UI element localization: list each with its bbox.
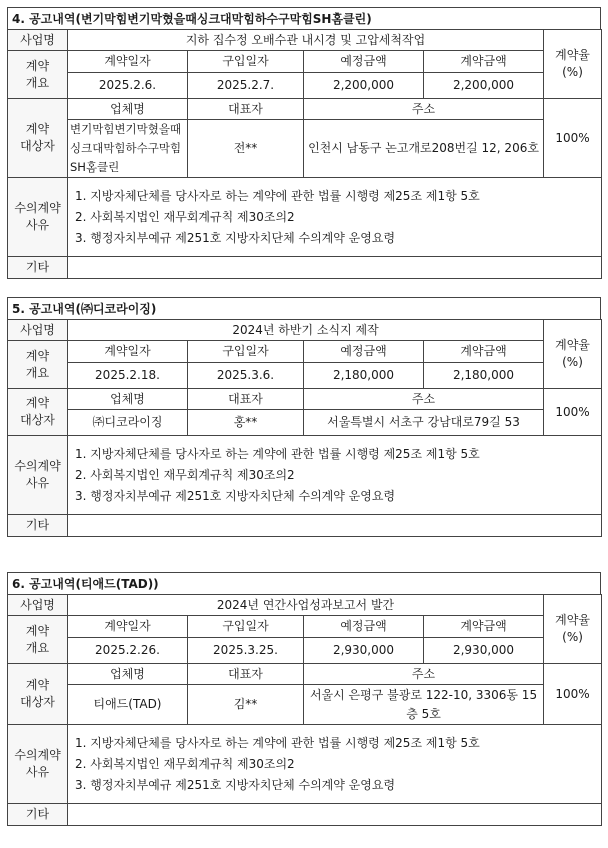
business-name: 지하 집수정 오배수관 내시경 및 고압세척작업 xyxy=(68,30,544,51)
business-name: 2024년 연간사업성과보고서 발간 xyxy=(68,595,544,616)
reason-list xyxy=(68,725,602,804)
reason-item: 3. 행정자치부예규 제251호 지방자치단체 수의계약 운영요령 xyxy=(75,777,396,792)
purchase-date: 2025.3.25. xyxy=(188,638,304,664)
reason-item: 1. 지방자체단체를 당사자로 하는 계약에 관한 법률 시행령 제25조 제1항 5호 xyxy=(75,188,480,203)
estimated-amount: 2,930,000 xyxy=(304,638,424,664)
company-name-label: 업체명 xyxy=(68,389,188,410)
reason-item: 3. 행정자치부예규 제251호 지방자치단체 수의계약 운영요령 xyxy=(75,230,396,245)
estimated-amount: 2,200,000 xyxy=(304,73,424,99)
etc-label: 기타 xyxy=(8,257,68,279)
contract-rate: 100% xyxy=(544,389,602,436)
reason-item: 1. 지방자체단체를 당사자로 하는 계약에 관한 법률 시행령 제25조 제1항 5호 xyxy=(75,446,480,461)
representative: 김** xyxy=(188,685,304,725)
reason-label: 수의계약 사유 xyxy=(8,178,68,257)
business-label: 사업명 xyxy=(8,30,68,51)
reason-label: 수의계약 사유 xyxy=(8,725,68,804)
notice-table xyxy=(7,29,602,279)
company-name: 변기막힘변기막혔을때싱크대막힘하수구막힘SH홈클린 xyxy=(68,120,188,178)
contract-rate: 100% xyxy=(544,99,602,178)
contract-amount: 2,180,000 xyxy=(424,363,544,389)
address: 서울특별시 서초구 강남대로79길 53 xyxy=(304,410,544,436)
section-title: 5. 공고내역(㈜디코라이징) xyxy=(7,297,601,319)
contract-amount: 2,930,000 xyxy=(424,638,544,664)
address-label: 주소 xyxy=(304,664,544,685)
representative-label: 대표자 xyxy=(188,664,304,685)
contract-overview-label: 계약 개요 xyxy=(8,341,68,389)
representative-label: 대표자 xyxy=(188,389,304,410)
contract-party-label: 계약 대상자 xyxy=(8,99,68,178)
company-name-label: 업체명 xyxy=(68,99,188,120)
contract-party-label: 계약 대상자 xyxy=(8,389,68,436)
contract-party-label: 계약 대상자 xyxy=(8,664,68,725)
contract-amount-label: 계약금액 xyxy=(424,341,544,363)
purchase-date: 2025.3.6. xyxy=(188,363,304,389)
purchase-date-label: 구입일자 xyxy=(188,51,304,73)
purchase-date: 2025.2.7. xyxy=(188,73,304,99)
contract-amount-label: 계약금액 xyxy=(424,51,544,73)
section-title: 6. 공고내역(티애드(TAD)) xyxy=(7,572,601,594)
business-label: 사업명 xyxy=(8,595,68,616)
purchase-date-label: 구입일자 xyxy=(188,341,304,363)
representative: 홍** xyxy=(188,410,304,436)
etc-value xyxy=(68,804,602,826)
notice-table xyxy=(7,594,602,826)
contract-rate-label: 계약율 (%) xyxy=(544,320,602,389)
purchase-date-label: 구입일자 xyxy=(188,616,304,638)
contract-amount: 2,200,000 xyxy=(424,73,544,99)
contract-date: 2025.2.18. xyxy=(68,363,188,389)
contract-date: 2025.2.26. xyxy=(68,638,188,664)
reason-item: 2. 사회복지법인 재무회계규칙 제30조의2 xyxy=(75,756,295,771)
etc-value xyxy=(68,515,602,537)
contract-overview-label: 계약 개요 xyxy=(8,616,68,664)
estimated-amount-label: 예정금액 xyxy=(304,51,424,73)
notice-table xyxy=(7,319,602,537)
reason-label: 수의계약 사유 xyxy=(8,436,68,515)
notice-section-4 xyxy=(7,7,601,279)
reason-item: 2. 사회복지법인 재무회계규칙 제30조의2 xyxy=(75,467,295,482)
contract-rate-label: 계약율 (%) xyxy=(544,595,602,664)
estimated-amount-label: 예정금액 xyxy=(304,341,424,363)
etc-label: 기타 xyxy=(8,515,68,537)
address-label: 주소 xyxy=(304,99,544,120)
reason-item: 2. 사회복지법인 재무회계규칙 제30조의2 xyxy=(75,209,295,224)
company-name: ㈜디코라이징 xyxy=(68,410,188,436)
contract-date-label: 계약일자 xyxy=(68,341,188,363)
notice-section-5 xyxy=(7,297,601,537)
business-label: 사업명 xyxy=(8,320,68,341)
company-name: 티애드(TAD) xyxy=(68,685,188,725)
reason-item: 3. 행정자치부예규 제251호 지방자치단체 수의계약 운영요령 xyxy=(75,488,396,503)
estimated-amount: 2,180,000 xyxy=(304,363,424,389)
representative-label: 대표자 xyxy=(188,99,304,120)
business-name: 2024년 하반기 소식지 제작 xyxy=(68,320,544,341)
reason-list xyxy=(68,436,602,515)
company-name-label: 업체명 xyxy=(68,664,188,685)
contract-overview-label: 계약 개요 xyxy=(8,51,68,99)
address-label: 주소 xyxy=(304,389,544,410)
etc-label: 기타 xyxy=(8,804,68,826)
address: 인천시 남동구 논고개로208번길 12, 206호 xyxy=(304,120,544,178)
contract-amount-label: 계약금액 xyxy=(424,616,544,638)
section-title: 4. 공고내역(변기막힘변기막혔을때싱크대막힘하수구막힘SH홈클린) xyxy=(7,7,601,29)
reason-list xyxy=(68,178,602,257)
representative: 전** xyxy=(188,120,304,178)
reason-item: 1. 지방자체단체를 당사자로 하는 계약에 관한 법률 시행령 제25조 제1항 5호 xyxy=(75,735,480,750)
contract-date-label: 계약일자 xyxy=(68,51,188,73)
etc-value xyxy=(68,257,602,279)
contract-date-label: 계약일자 xyxy=(68,616,188,638)
address: 서울시 은평구 불광로 122-10, 3306동 15층 5호 xyxy=(304,685,544,725)
contract-rate: 100% xyxy=(544,664,602,725)
estimated-amount-label: 예정금액 xyxy=(304,616,424,638)
notice-section-6 xyxy=(7,572,601,826)
contract-date: 2025.2.6. xyxy=(68,73,188,99)
contract-rate-label: 계약율 (%) xyxy=(544,30,602,99)
